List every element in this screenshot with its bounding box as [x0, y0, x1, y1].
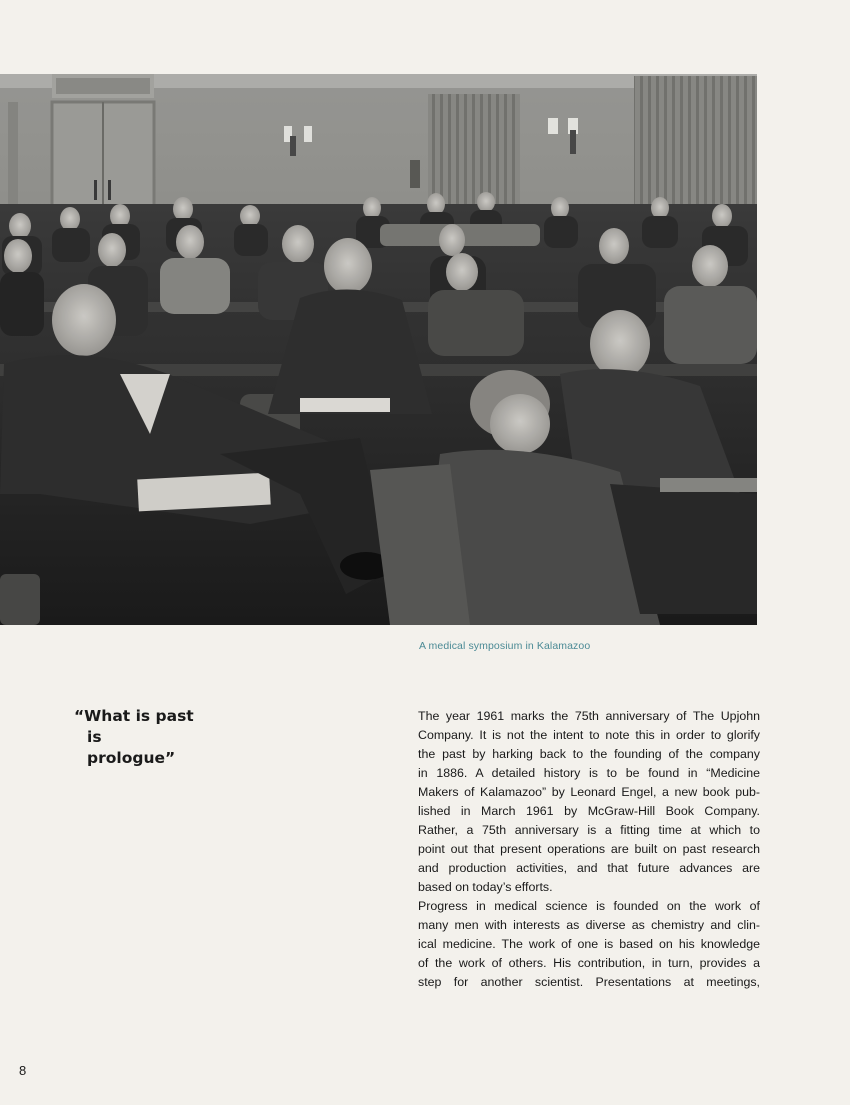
- page-number: 8: [19, 1063, 27, 1078]
- symposium-photo-illustration: [0, 74, 757, 625]
- body-line: Rather, a 75th anniversary is a fitting time at which to: [418, 823, 760, 837]
- body-line: step for another scientist. Presentations at meetings,: [418, 975, 760, 989]
- pull-quote-line-2: is: [87, 728, 102, 746]
- body-line: of the work of others. His contribution, in turn, provides a: [418, 956, 760, 970]
- body-line: the past by harking back to the founding of the company: [418, 747, 760, 761]
- body-line: Makers of Kalamazoo” by Leonard Engel, a new book pub-: [418, 785, 760, 799]
- body-line: ical medicine. The work of one is based on his knowledge: [418, 937, 760, 951]
- body-line: in 1886. A detailed history is to be found in “Medicine: [418, 766, 760, 780]
- body-line: Progress in medical science is founded on the work of: [418, 899, 760, 913]
- body-text: [418, 707, 760, 992]
- body-line: The year 1961 marks the 75th anniversary of The Upjohn: [418, 709, 760, 723]
- body-line: lished in March 1961 by McGraw-Hill Book Company.: [418, 804, 760, 818]
- body-line: many men with interests as diverse as chemistry and clin-: [418, 918, 760, 932]
- pull-quote: [74, 706, 264, 769]
- pull-quote-line-3: prologue”: [87, 749, 176, 767]
- body-line: Company. It is not the intent to note this in order to glorify: [418, 728, 760, 742]
- photo-caption: A medical symposium in Kalamazoo: [419, 640, 591, 652]
- body-line: point out that present operations are built on past research: [418, 842, 760, 856]
- pull-quote-line-1: “What is past: [74, 707, 194, 725]
- body-line: and production activities, and that future advances are: [418, 861, 760, 875]
- body-line: based on today’s efforts.: [418, 880, 553, 894]
- symposium-photo: [0, 74, 757, 625]
